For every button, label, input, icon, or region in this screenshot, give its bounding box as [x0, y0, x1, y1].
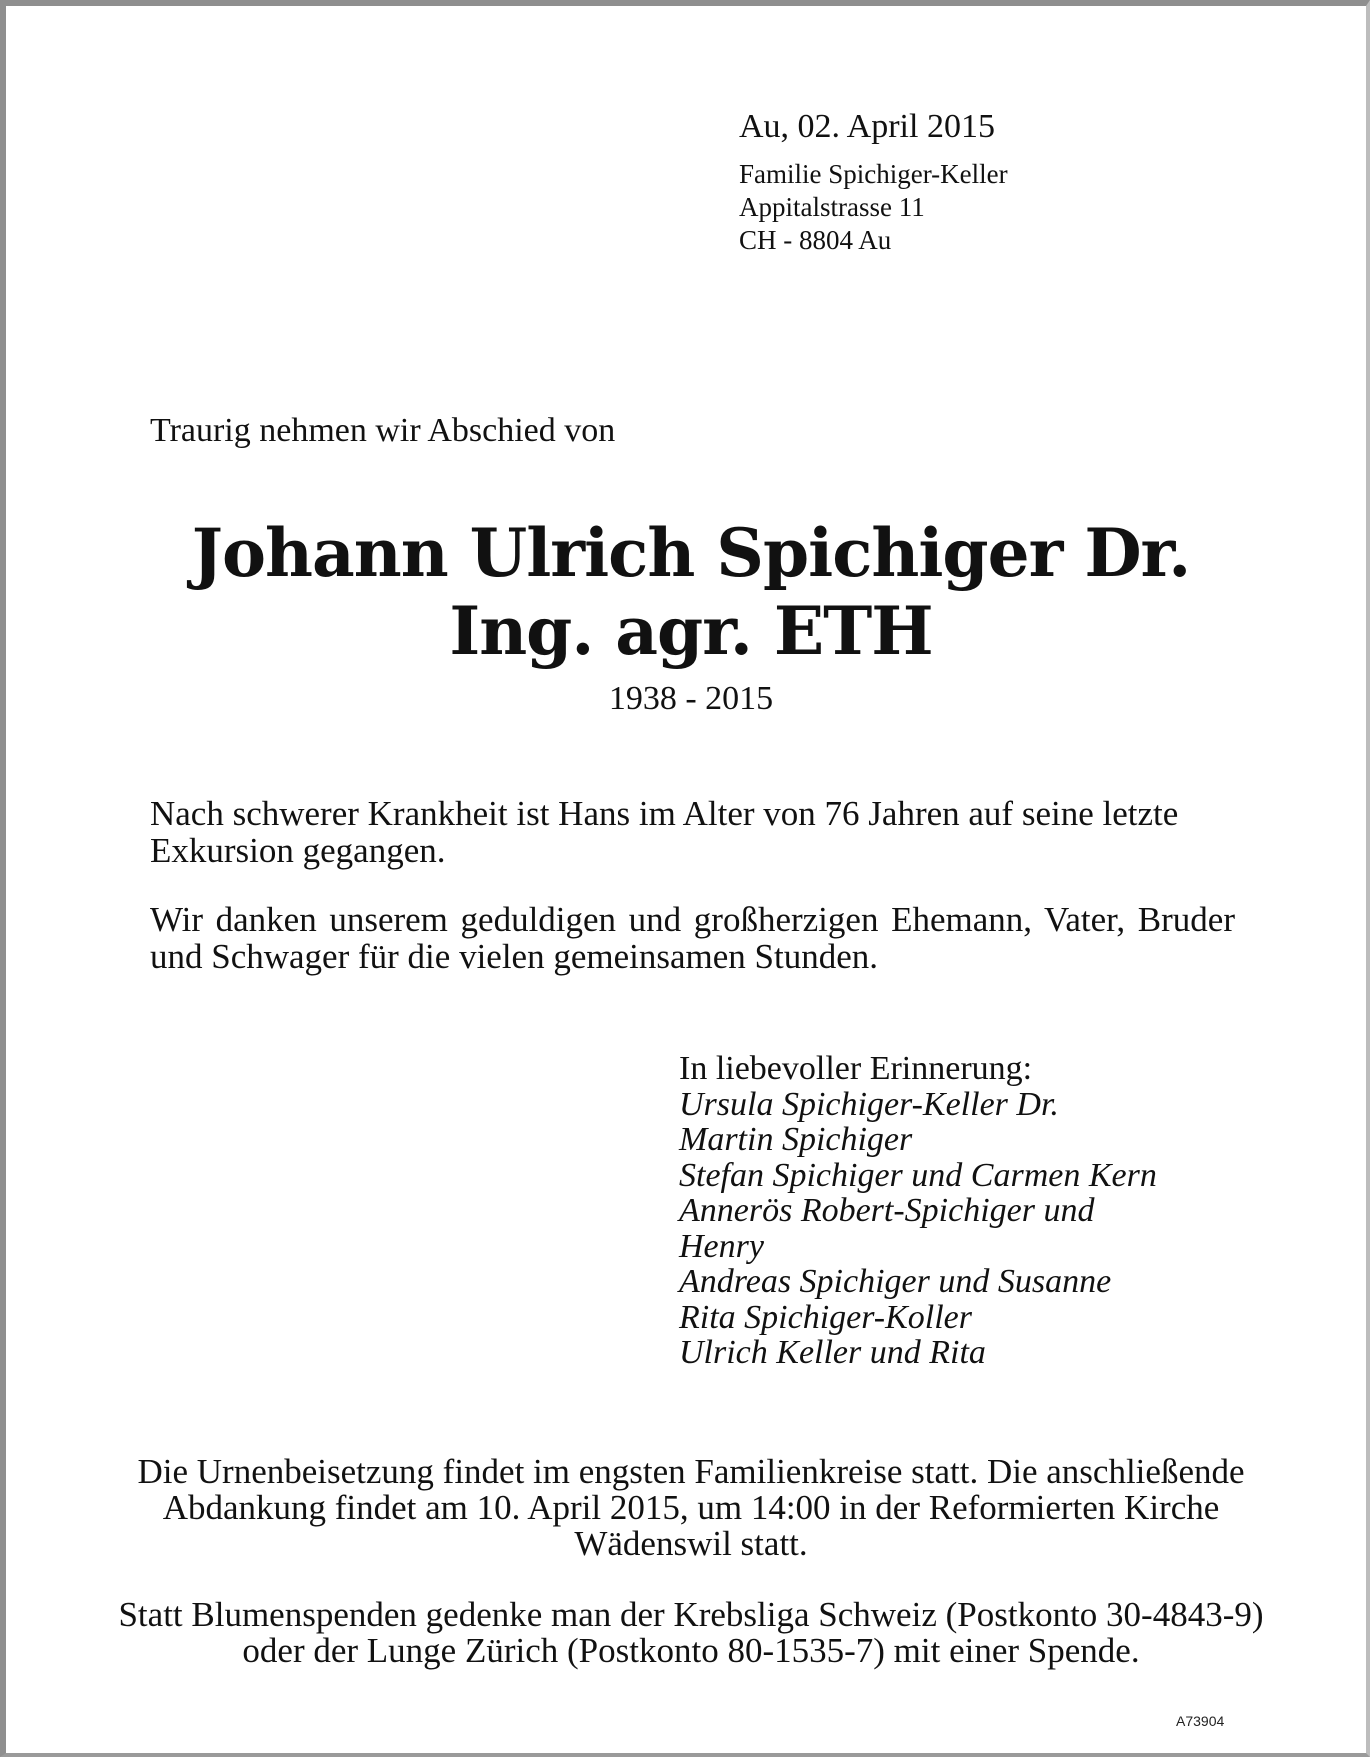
memory-list: [679, 1051, 1299, 1371]
life-years: 1938 - 2015: [608, 680, 774, 717]
deceased-name-line-2: Ing. agr. ETH: [449, 592, 933, 670]
memory-name: Rita Spichiger-Koller: [679, 1298, 973, 1336]
memory-name: Ulrich Keller und Rita: [679, 1334, 986, 1371]
notice-date: Au, 02. April 2015: [739, 108, 995, 145]
body-paragraph-illness: Nach schwerer Krankheit ist Hans im Alter von 76 Jahren auf seine letzte Exkursion gegangen.: [150, 794, 1179, 870]
reference-code: A73904: [1176, 1713, 1225, 1729]
deceased-name-block: [106, 514, 1276, 720]
memory-name: Henry: [679, 1227, 764, 1265]
memory-name: Stefan Spichiger und Carmen Kern: [679, 1156, 1157, 1194]
body-paragraph-thanks: Wir danken unserem geduldigen und großherzigen Ehemann, Vater, Bruder und Schwager für die vielen gemeinsamen Stunden.: [150, 900, 1235, 976]
memory-name: Annerös Robert-Spichiger und: [679, 1192, 1095, 1229]
address-line-street: Appitalstrasse 11: [739, 192, 925, 222]
memory-name: Andreas Spichiger und Susanne: [679, 1263, 1112, 1300]
address-line-family: Familie Spichiger-Keller: [739, 159, 1008, 189]
memory-name: Martin Spichiger: [679, 1121, 913, 1158]
burial-announcement: Die Urnenbeisetzung findet im engsten Familienkreise statt. Die anschließende Abdankung findet am 10. April 2015, um 14:00 in der Reformierten Kirche Wädenswil statt.: [137, 1452, 1245, 1563]
memory-name: Ursula Spichiger-Keller Dr.: [679, 1085, 1059, 1123]
sender-address-block: [739, 106, 1299, 257]
intro-text: Traurig nehmen wir Abschied von: [150, 412, 616, 449]
address-line-city: CH - 8804 Au: [739, 225, 892, 255]
donation-note: Statt Blumenspenden gedenke man der Krebsliga Schweiz (Postkonto 30-4843-9) oder der Lunge Zürich (Postkonto 80-1535-7) mit einer Spende.: [118, 1595, 1264, 1670]
deceased-name-line-1: Johann Ulrich Spichiger Dr.: [191, 514, 1191, 592]
memory-heading: In liebevoller Erinnerung:: [679, 1050, 1033, 1087]
